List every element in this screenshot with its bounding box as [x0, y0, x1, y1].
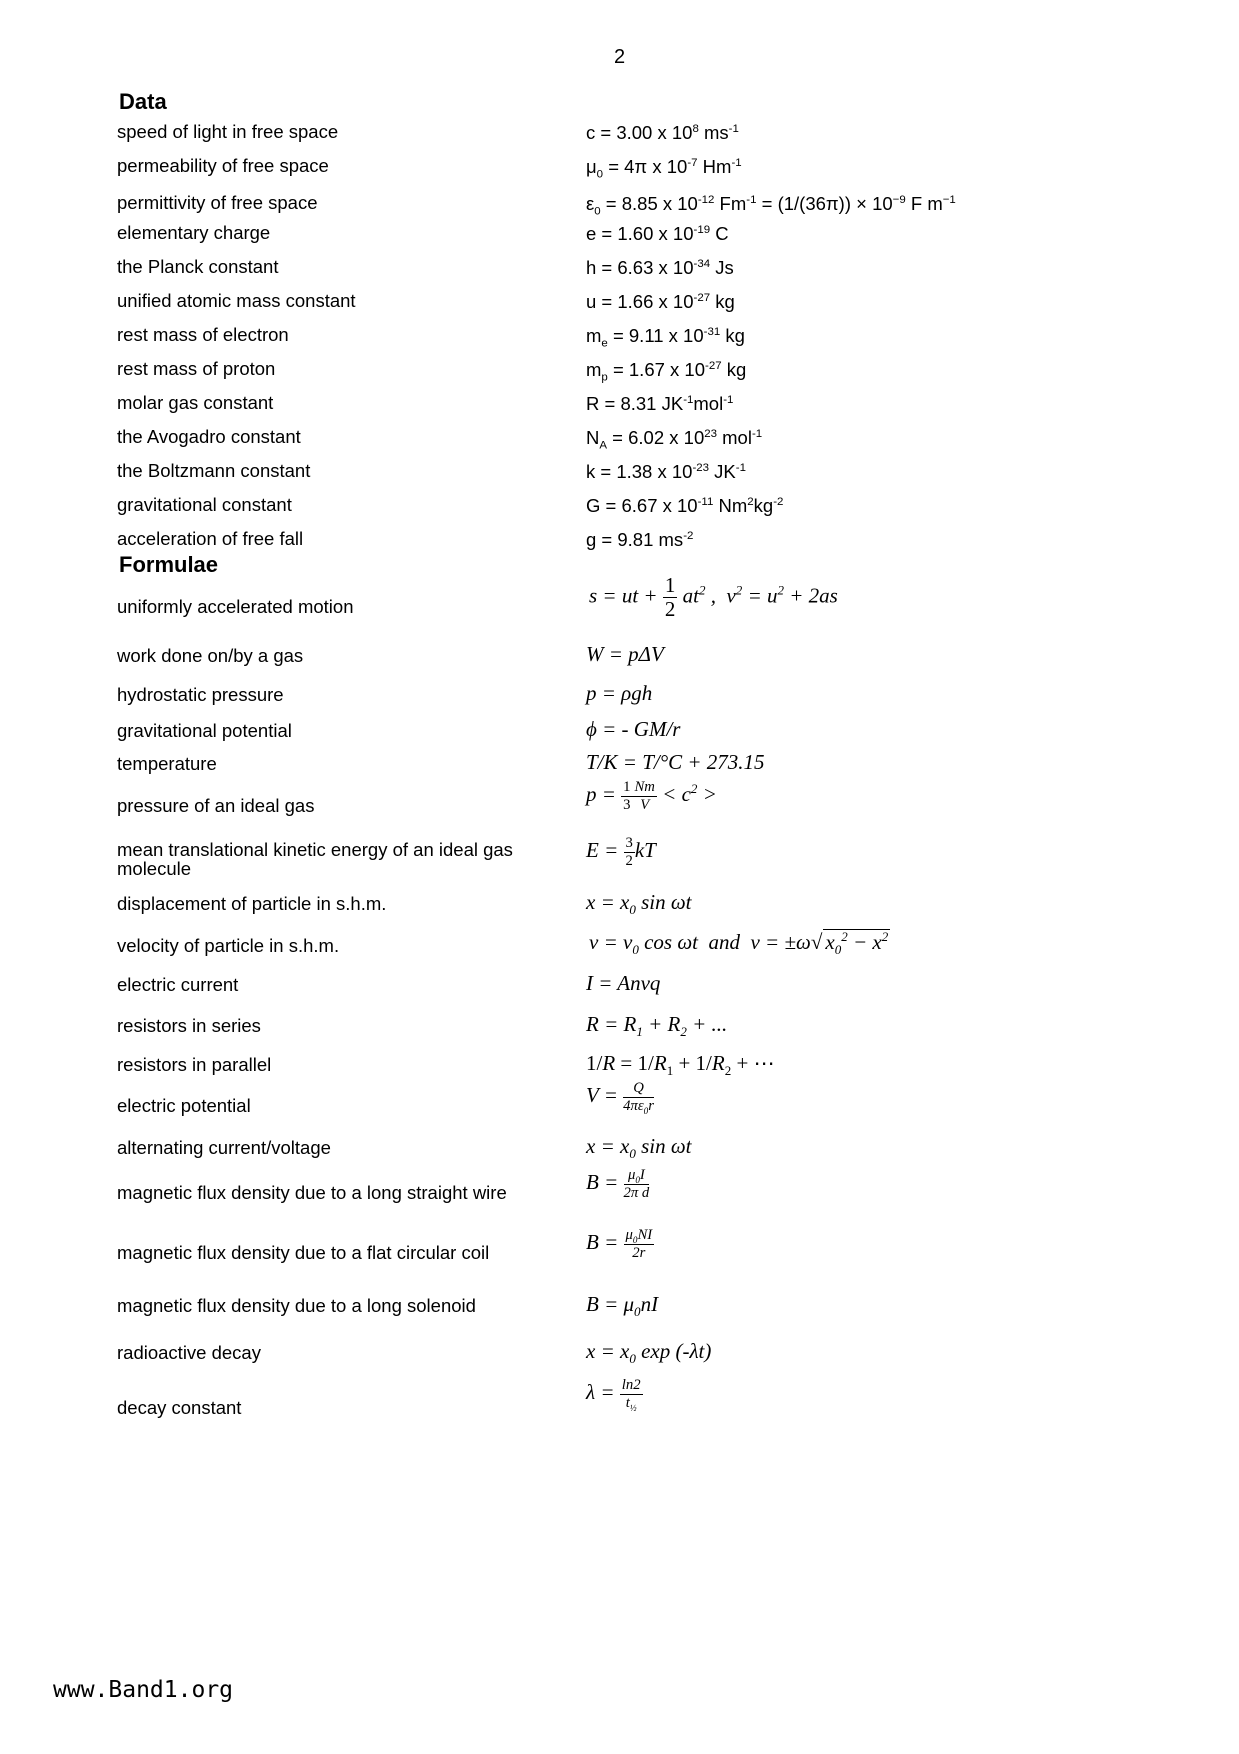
constant-value: c = 3.00 x $10^8$ $ms^{-1}$: [586, 122, 739, 143]
constant-value: h = 6.63 x $10^{-34}$ Js: [586, 257, 734, 278]
formula-expression: $B = \mu_0nI$: [586, 1292, 659, 1320]
formula-expression: T/K = T/°C + 273.15: [586, 750, 765, 774]
formula-label: radioactive decay: [117, 1342, 261, 1363]
constant-label: gravitational constant: [117, 494, 292, 515]
constant-value: $\mu_0 = 4\pi$ x $10^{-7}$ $Hm^{-1}$: [586, 156, 742, 181]
formula-label: alternating current/voltage: [117, 1137, 331, 1158]
formula-label: magnetic flux density due to a flat circular coil: [117, 1242, 490, 1263]
formula-expression: W = pΔV: [586, 642, 664, 666]
constant-label: acceleration of free fall: [117, 528, 304, 549]
constant-label: unified atomic mass constant: [117, 290, 356, 311]
constant-value: k = 1.38 x $10^{-23}$ $JK^{-1}$: [586, 461, 746, 482]
constant-value: G = 6.67 x $10^{-11}$ $Nm^2kg^{-2}$: [586, 495, 784, 516]
formula-label: displacement of particle in s.h.m.: [117, 893, 387, 914]
formula-label: magnetic flux density due to a long straight wire: [117, 1182, 507, 1203]
formula-expression: λ = $\frac{\ln 2}{t_{\frac{1}{2}}}$: [586, 1377, 641, 1413]
formula-label: resistors in series: [117, 1015, 261, 1036]
constant-value: R = 8.31 $JK^{-1}mol^{-1}$: [586, 393, 734, 414]
constant-label: permeability of free space: [117, 155, 329, 176]
constant-label: rest mass of electron: [117, 324, 289, 345]
formula-label: work done on/by a gas: [117, 645, 304, 666]
constant-value: $m_e = 9.11$ x $10^{-31}$ kg: [586, 325, 745, 350]
formula-expression: $x = x_0$ sin ωt: [586, 890, 692, 918]
constant-value: e = 1.60 x $10^{-19}$ C: [586, 223, 729, 244]
page-number: 2: [613, 46, 626, 68]
formula-expression: $x = x_0$ sin ωt: [586, 1134, 692, 1162]
formula-expression: V = $\frac{Q}{4\pi\varepsilon_0r}$: [586, 1080, 654, 1116]
constant-label: molar gas constant: [117, 392, 274, 413]
formula-label: velocity of particle in s.h.m.: [117, 935, 340, 956]
formula-label: decay constant: [117, 1397, 242, 1418]
formula-label: mean translational kinetic energy of an ideal gas molecule: [117, 839, 513, 879]
constant-value: u = 1.66 x $10^{-27}$ kg: [586, 291, 735, 312]
formula-expression: E = $\frac{3}{2}$ kT: [586, 835, 656, 869]
formula-expression: $v = v_0$ cos ωt and v = ±ω√ $x_0^2 - x^2$: [589, 929, 889, 958]
formula-label: gravitational potential: [117, 720, 292, 741]
formula-label: magnetic flux density due to a long solenoid: [117, 1295, 476, 1316]
formulae-heading: Formulae: [119, 552, 219, 577]
formula-expression: B = $\frac{\mu_0NI}{2r}$: [586, 1227, 653, 1261]
formula-label: hydrostatic pressure: [117, 684, 284, 705]
formula-expression: $1/R = 1/R_1 + 1/R_2$ + ⋯: [586, 1051, 775, 1079]
formula-expression: ϕ = - GM/r: [586, 717, 681, 741]
constant-label: the Planck constant: [117, 256, 279, 277]
data-heading: Data: [119, 89, 167, 114]
formula-label: resistors in parallel: [117, 1054, 272, 1075]
constant-label: speed of light in free space: [117, 121, 339, 142]
constant-label: rest mass of proton: [117, 358, 276, 379]
constant-label: elementary charge: [117, 222, 271, 243]
constant-label: the Boltzmann constant: [117, 460, 311, 481]
constant-value: $N_A = 6.02$ x $10^{23}$ mol$^{-1}$: [586, 427, 763, 452]
formula-expression: B = $\frac{\mu_0I}{\text{2π d}}$: [586, 1167, 650, 1201]
formula-expression: p = $\frac{1}{3}$ $\frac{Nm}{V}$ < $c^2$ >: [586, 779, 717, 813]
constant-value: $\varepsilon_0 = 8.85$ x $10^{-12}$ $Fm^{-1} = (1/(36\pi)) \times 10^{-9}$ F $m^{-1}$: [586, 193, 956, 218]
formula-label: temperature: [117, 753, 217, 774]
formula-label: electric potential: [117, 1095, 251, 1116]
constant-label: the Avogadro constant: [117, 426, 301, 447]
constant-value: g = 9.81 $ms^{-2}$: [586, 529, 694, 550]
formula-label: pressure of an ideal gas: [117, 795, 315, 816]
formula-expression: $x = x_0$ exp (-λt): [586, 1339, 712, 1367]
footer-url: www.Band1.org: [53, 1677, 234, 1703]
formula-expression: s = ut + $\frac{1}{2}$ $at^2$ , $v^2 = u^2 + 2as$: [589, 573, 838, 621]
formula-expression: p = ρgh: [586, 681, 653, 705]
formula-label: uniformly accelerated motion: [117, 596, 354, 617]
formula-label: electric current: [117, 974, 239, 995]
constant-label: permittivity of free space: [117, 192, 318, 213]
formula-expression: I = Anvq: [586, 971, 661, 995]
constant-value: $m_p = 1.67$ x $10^{-27}$ kg: [586, 359, 747, 384]
formula-expression: $R = R_1 + R_2$ + ...: [586, 1012, 728, 1040]
